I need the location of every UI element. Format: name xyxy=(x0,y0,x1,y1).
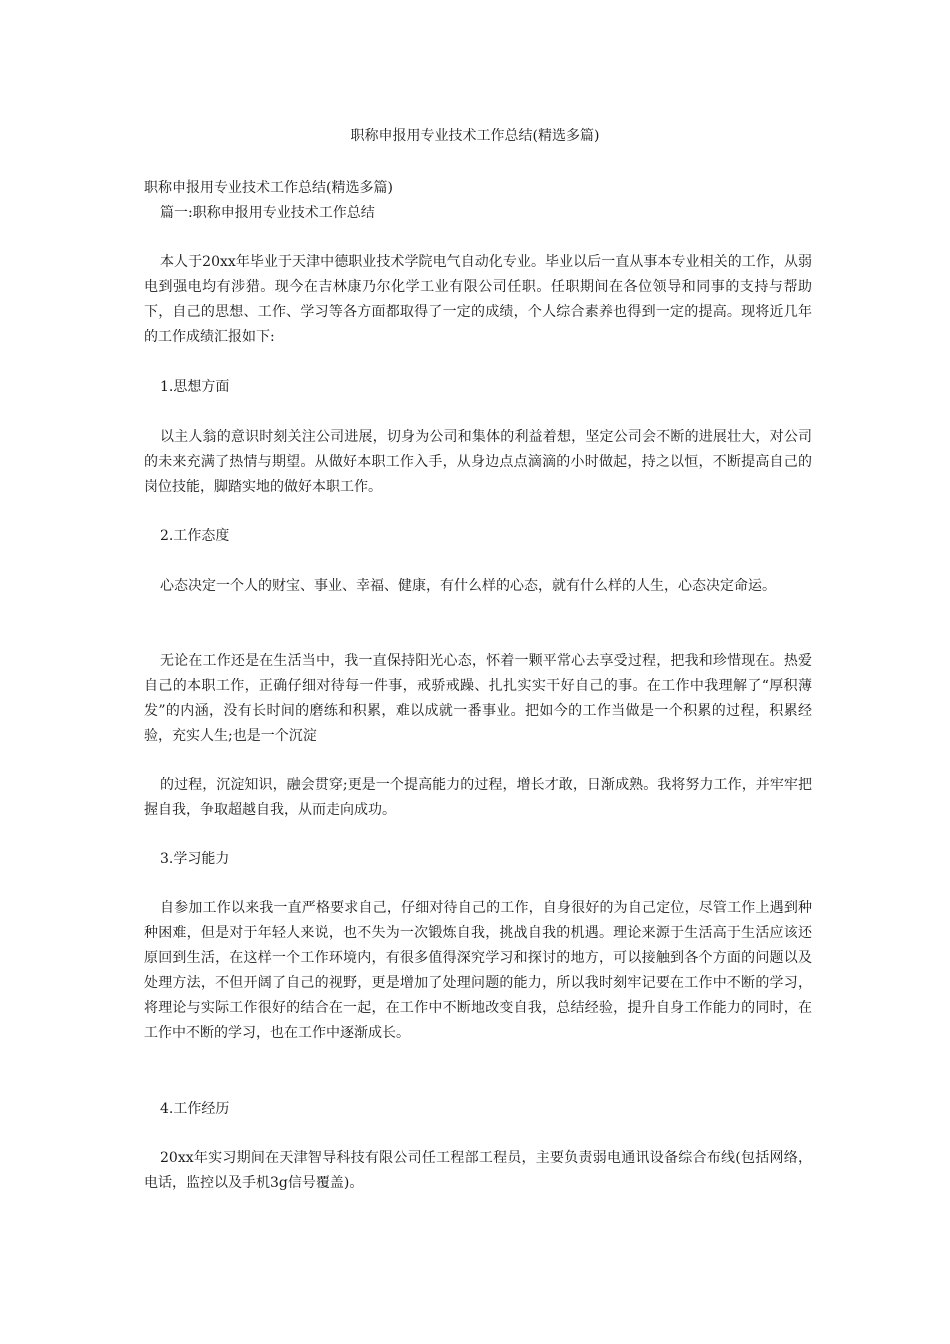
section-heading-attitude: 2.工作态度 xyxy=(160,528,230,544)
section-body-attitude-2: 无论在工作还是在生活当中，我一直保持阳光心态，怀着一颗平常心去享受过程，把我和珍惜现在。热爱自己的本职工作，正确仔细对待每一件事，戒骄戒躁、扎扎实实干好自己的事。在工作中我理解了“厚积薄发”的内涵，没有长时间的磨练和积累，难以成就一番事业。把如今的工作当做是一个积累的过程，积累经验，充实人生;也是一个沉淀 xyxy=(144,653,812,744)
section-body-experience: 20xx年实习期间在天津智导科技有限公司任工程部工程员，主要负责弱电通讯设备综合布线(包括网络，电话，监控以及手机3g信号覆盖)。 xyxy=(144,1150,812,1191)
section-body-thought: 以主人翁的意识时刻关注公司进展，切身为公司和集体的利益着想，坚定公司会不断的进展壮大，对公司的未来充满了热情与期望。从做好本职工作入手，从身边点点滴滴的小时做起，持之以恒，不断提高自己的岗位技能，脚踏实地的做好本职工作。 xyxy=(144,429,812,495)
document-heading: 职称申报用专业技术工作总结(精选多篇) xyxy=(144,180,393,196)
section-heading-experience: 4.工作经历 xyxy=(160,1101,230,1117)
section-heading-learning: 3.学习能力 xyxy=(160,851,230,867)
section-body-attitude-1: 心态决定一个人的财宝、事业、幸福、健康，有什么样的心态，就有什么样的人生，心态决定命运。 xyxy=(160,578,776,594)
section-body-attitude-3: 的过程，沉淀知识，融会贯穿;更是一个提高能力的过程，增长才敢，日渐成熟。我将努力工作，并牢牢把握自我，争取超越自我，从而走向成功。 xyxy=(144,777,812,818)
document-title: 职称申报用专业技术工作总结(精选多篇) xyxy=(350,128,600,144)
section-body-learning: 自参加工作以来我一直严格要求自己，仔细对待自己的工作，自身很好的为自己定位，尽管工作上遇到种种困难，但是对于年轻人来说，也不失为一次锻炼自我，挑战自我的机遇。理论来源于生活高于生活应该还原回到生活，在这样一个工作环境内，有很多值得深究学习和探讨的地方，可以接触到各个方面的问题以及处理方法，不但开阔了自己的视野，更是增加了处理问题的能力，所以我时刻牢记要在工作中不断的学习，将理论与实际工作很好的结合在一起，在工作中不断地改变自我，总结经验，提升自身工作能力的同时，在工作中不断的学习，也在工作中逐渐成长。 xyxy=(144,900,812,1041)
part-heading: 篇一:职称申报用专业技术工作总结 xyxy=(160,205,375,221)
intro-paragraph: 本人于20xx年毕业于天津中德职业技术学院电气自动化专业。毕业以后一直从事本专业相关的工作，从弱电到强电均有涉猎。现今在吉林康乃尔化学工业有限公司任职。任职期间在各位领导和同事的支持与帮助下，自己的思想、工作、学习等各方面都取得了一定的成绩，个人综合素养也得到一定的提高。现将近几年的工作成绩汇报如下: xyxy=(144,254,812,345)
section-heading-thought: 1.思想方面 xyxy=(160,379,230,395)
